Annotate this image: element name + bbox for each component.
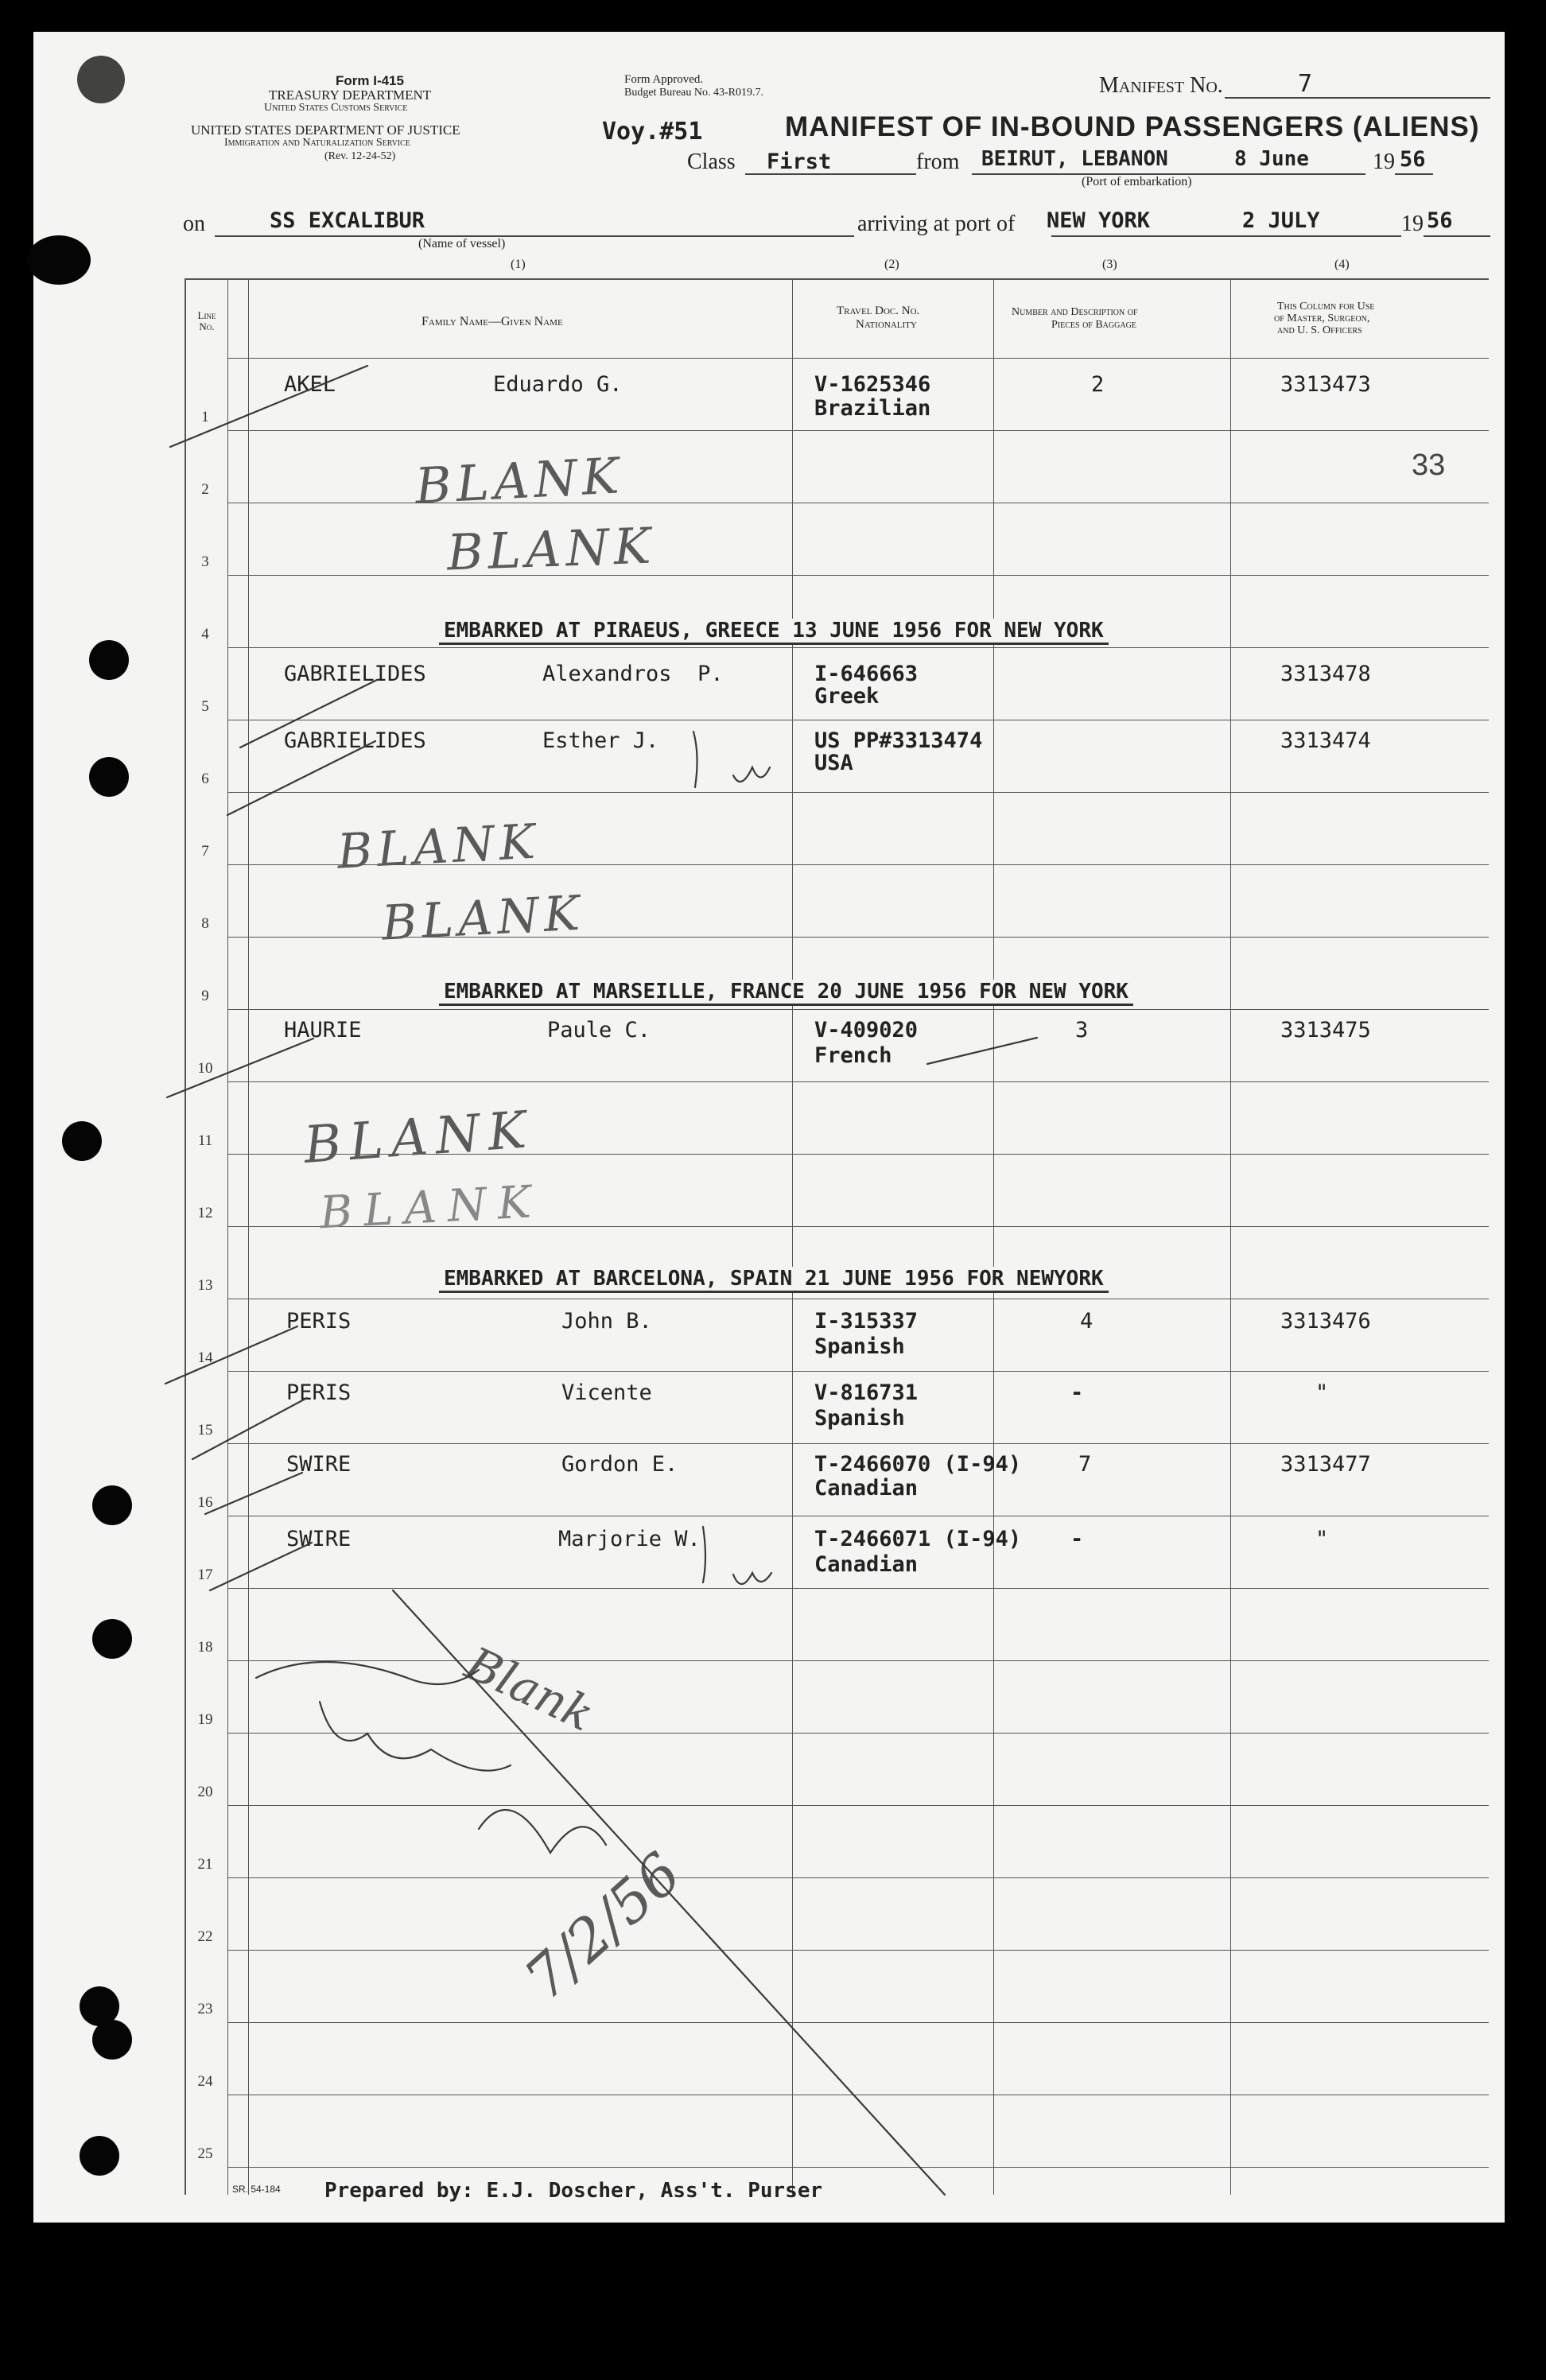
line-number: 4: [201, 626, 209, 643]
punch-hole: [89, 757, 129, 797]
family-name: GABRIELIDES: [284, 728, 426, 753]
travel-doc: US PP#3313474: [814, 728, 983, 753]
family-name: PERIS: [286, 1309, 352, 1334]
given-name: Gordon E.: [561, 1452, 678, 1477]
line-number: 15: [197, 1422, 213, 1438]
line-number: 10: [197, 1060, 213, 1077]
revision: (Rev. 12-24-52): [324, 150, 396, 162]
family-name: SWIRE: [286, 1452, 352, 1477]
line-number: 24: [197, 2073, 213, 2090]
baggage: -: [1070, 1527, 1084, 1551]
handwritten-blank-small: Blank: [457, 1636, 602, 1742]
family-name: GABRIELIDES: [284, 662, 426, 686]
year-1: 56: [1400, 147, 1426, 172]
officer-number: 3313473: [1280, 372, 1371, 397]
travel-doc: V-816731: [814, 1380, 919, 1405]
baggage: -: [1070, 1380, 1084, 1405]
arrival-date: 2 JULY: [1242, 208, 1320, 233]
punch-hole: [89, 640, 129, 680]
class-label: Class: [687, 149, 736, 174]
travel-doc: V-1625346: [814, 372, 931, 397]
line-number: 13: [197, 1277, 213, 1294]
travel-doc: I-646663: [814, 662, 919, 686]
form-code: SR. 54-184: [232, 2184, 281, 2195]
line-number: 9: [201, 988, 209, 1004]
officer-number: ": [1315, 1380, 1329, 1405]
given-name: Eduardo G.: [493, 372, 623, 397]
embarkation-date: 8 June: [1234, 147, 1309, 171]
punch-hole: [62, 1121, 102, 1161]
col-header-travel-doc: Travel Doc. No.: [837, 305, 920, 317]
handwritten-blank: BLANK: [445, 516, 657, 582]
ins-service: Immigration and Naturalization Service: [224, 137, 410, 149]
arrival-port: NEW YORK: [1047, 208, 1151, 233]
budget-bureau: Budget Bureau No. 43-R019.7.: [624, 87, 763, 99]
col-header-baggage: Number and Description of: [1012, 306, 1138, 318]
given-name: John B.: [561, 1309, 652, 1334]
col-header-name: Family Name—Given Name: [421, 315, 563, 328]
handwritten-blank: BLANK: [380, 885, 586, 952]
line-number: 12: [197, 1205, 213, 1221]
family-name: PERIS: [286, 1380, 352, 1405]
manifest-number: 7: [1298, 70, 1313, 98]
punch-hole: [92, 1485, 132, 1525]
handwritten-blank: BLANK: [336, 813, 542, 880]
nationality: Canadian: [814, 1552, 919, 1577]
travel-doc: I-315337: [814, 1309, 919, 1334]
manifest-title: MANIFEST OF IN-BOUND PASSENGERS (ALIENS): [785, 111, 1480, 142]
officer-number: 3313475: [1280, 1018, 1371, 1042]
year-prefix-2: 19: [1401, 212, 1424, 236]
punch-hole: [80, 2136, 119, 2176]
line-number: 2: [201, 481, 209, 498]
family-name: HAURIE: [284, 1018, 362, 1042]
line-number: 6: [201, 771, 209, 787]
col-header-officers-3: and U. S. Officers: [1277, 324, 1362, 336]
voyage-number: Voy.#51: [602, 118, 703, 146]
line-number: 7: [201, 843, 209, 860]
form-number: Form I-415: [336, 73, 404, 88]
nationality: Spanish: [814, 1406, 905, 1431]
line-number: 14: [197, 1349, 213, 1366]
torn-corner: [77, 56, 125, 103]
punch-hole: [92, 1619, 132, 1659]
prepared-by: Prepared by: E.J. Doscher, Ass't. Purser: [324, 2179, 823, 2203]
embarked-header: EMBARKED AT MARSEILLE, FRANCE 20 JUNE 1956 FOR NEW YORK: [439, 980, 1133, 1006]
line-number: 19: [197, 1711, 213, 1728]
manifest-sheet: [33, 32, 1505, 2223]
form-approved: Form Approved.: [624, 73, 704, 86]
line-number: 21: [197, 1856, 213, 1873]
manifest-label: Manifest No.: [1099, 73, 1223, 98]
embarked-header: EMBARKED AT BARCELONA, SPAIN 21 JUNE 1956 FOR NEWYORK: [439, 1267, 1109, 1293]
handwritten-blank: BLANK: [318, 1175, 544, 1240]
line-number: 11: [197, 1132, 213, 1149]
officer-number: 3313477: [1280, 1452, 1371, 1477]
family-name: SWIRE: [286, 1527, 352, 1551]
line-number: 5: [201, 698, 209, 715]
line-number: 20: [197, 1784, 213, 1800]
nationality: French: [814, 1043, 892, 1068]
line-number: 17: [197, 1567, 213, 1583]
handwritten-count: 33: [1412, 448, 1446, 482]
on-label: on: [183, 212, 205, 236]
line-number: 1: [201, 409, 209, 425]
handwritten-date: 7/2/56: [511, 1839, 694, 2013]
col-num-4: (4): [1334, 258, 1350, 271]
punch-hole: [92, 2020, 132, 2060]
line-number: 25: [197, 2145, 213, 2162]
class-value: First: [767, 149, 832, 174]
customs-service: United States Customs Service: [264, 102, 408, 114]
annotation-strokes: [33, 32, 1505, 2223]
col-num-1: (1): [511, 258, 526, 271]
year-prefix: 19: [1373, 149, 1395, 174]
given-name: Marjorie W.: [558, 1527, 701, 1551]
nationality: Spanish: [814, 1334, 905, 1359]
baggage: 4: [1080, 1309, 1093, 1334]
baggage: 3: [1075, 1018, 1089, 1042]
travel-doc: V-409020: [814, 1018, 919, 1042]
justice-dept: UNITED STATES DEPARTMENT OF JUSTICE: [191, 122, 460, 138]
officer-number: 3313478: [1280, 662, 1371, 686]
travel-doc: T-2466071 (I-94): [814, 1527, 1022, 1551]
port-caption: (Port of embarkation): [1082, 175, 1192, 188]
officer-number: ": [1315, 1527, 1329, 1551]
line-number: 18: [197, 1639, 213, 1656]
baggage: 7: [1078, 1452, 1092, 1477]
embarkation-port: BEIRUT, LEBANON: [981, 147, 1168, 171]
officer-number: 3313476: [1280, 1309, 1371, 1334]
col-header-officers-2: of Master, Surgeon,: [1274, 313, 1370, 324]
col-num-3: (3): [1102, 258, 1117, 271]
line-number: 22: [197, 1928, 213, 1945]
nationality: Brazilian: [814, 396, 931, 421]
col-num-2: (2): [884, 258, 899, 271]
line-number: 3: [201, 553, 209, 570]
from-label: from: [916, 149, 960, 174]
embarked-header: EMBARKED AT PIRAEUS, GREECE 13 JUNE 1956 FOR NEW YORK: [439, 619, 1109, 645]
nationality: USA: [814, 751, 853, 775]
col-header-nationality: Nationality: [856, 318, 917, 331]
handwritten-blank: BLANK: [414, 446, 625, 515]
col-header-officers: This Column for Use: [1277, 301, 1375, 313]
col-header-baggage-2: Pieces of Baggage: [1051, 319, 1136, 331]
treasury-dept: TREASURY DEPARTMENT: [269, 87, 432, 103]
vessel-caption: (Name of vessel): [418, 237, 506, 250]
year-2: 56: [1427, 208, 1453, 233]
officer-number: 3313474: [1280, 728, 1371, 753]
baggage: 2: [1091, 372, 1105, 397]
travel-doc: T-2466070 (I-94): [814, 1452, 1022, 1477]
handwritten-blank: BLANK: [301, 1100, 536, 1176]
vessel-name: SS EXCALIBUR: [270, 208, 425, 233]
line-number: 23: [197, 2001, 213, 2017]
given-name: Vicente: [561, 1380, 652, 1405]
col-header-line-no: Line No.: [197, 309, 216, 332]
given-name: Paule C.: [547, 1018, 651, 1042]
family-name: AKEL: [284, 372, 336, 397]
line-number: 16: [197, 1494, 213, 1511]
line-number: 8: [201, 915, 209, 932]
given-name: Alexandros P.: [542, 662, 724, 686]
nationality: Greek: [814, 684, 880, 709]
given-name: Esther J.: [542, 728, 659, 753]
arriving-label: arriving at port of: [857, 212, 1016, 236]
punch-hole: [27, 235, 91, 285]
nationality: Canadian: [814, 1476, 919, 1501]
